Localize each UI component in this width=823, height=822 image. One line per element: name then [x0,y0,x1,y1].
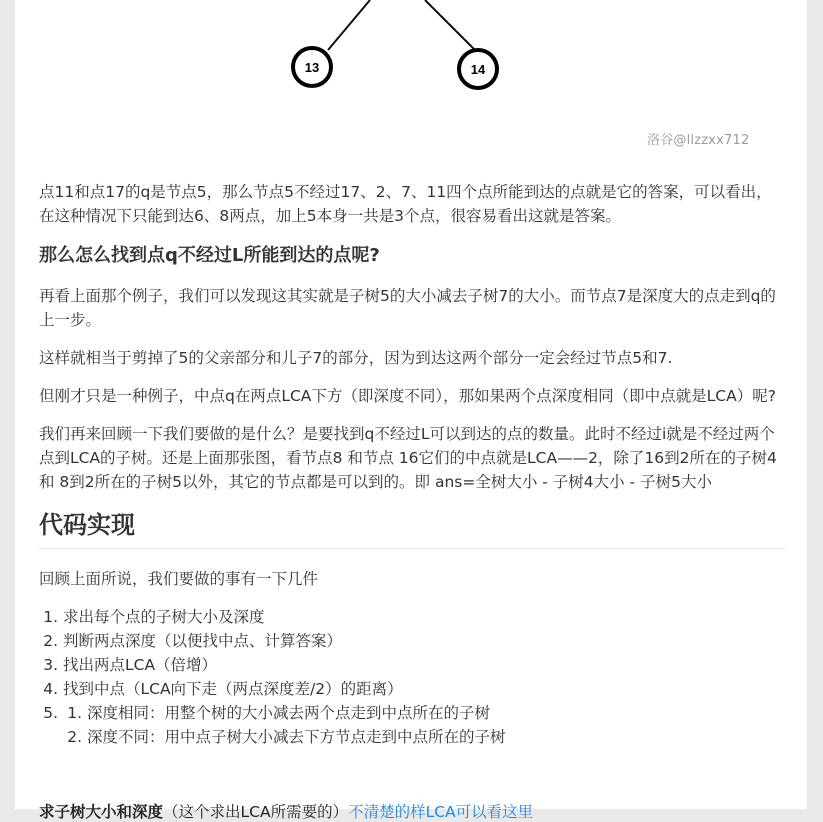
paragraph: 这样就相当于剪掉了5的父亲部分和儿子7的部分，因为到达这两个部分一定会经过节点5和7. [39,349,673,367]
paragraph: 再看上面那个例子，我们可以发现这其实就是子树5的大小减去子树7的大小。而节点7是深度大的点走到q的上一步。 [39,287,776,329]
paragraph: 回顾上面所说，我们要做的事有一下几件 [39,570,319,588]
subheading: 那么怎么找到点q不经过L所能到达的点呢? [39,245,380,266]
article-body [39,180,785,749]
lca-link[interactable]: 不清楚的样LCA可以看这里 [348,803,534,821]
steps-list [39,605,785,749]
section-heading: 代码实现 [39,508,785,549]
paragraph: 点11和点17的q是节点5，那么节点5不经过17、2、7、11四个点所能到达的点就是它的答案，可以看出，在这种情况下只能到达6、8两点，加上5本身一共是3个点，很容易看出这就是答案。 [39,183,772,225]
list-item: 2. 判断两点深度（以便找中点、计算答案） [63,629,785,653]
list-item: 4. 找到中点（LCA向下走（两点深度差/2）的距离） [63,677,785,701]
tree-node-label: 14 [470,62,486,77]
cutoff-line [39,800,533,822]
sub-steps-list [63,701,785,749]
tree-node-label: 13 [304,60,320,75]
cutoff-normal: （这个求出LCA所需要的） [163,803,349,821]
paragraph: 但刚才只是一种例子，中点q在两点LCA下方（即深度不同），那如果两个点深度相同（即中点就是LCA）呢? [39,387,776,405]
cutoff-bold: 求子树大小和深度 [39,803,164,821]
image-watermark: 洛谷@llzzxx712 [647,133,750,148]
list-item: 1. 5. 深度相同：用整个树的大小减去两个点走到中点所在的子树 [87,701,785,725]
paragraph: 我们再来回顾一下我们要做的是什么？是要找到q不经过L可以到达的点的数量。此时不经过i就是不经过两个点到LCA的子树。还是上面那张图，看节点8 和节点 16它们的中点就是LCA——2，除了16到2所在的子树4 和 8到2所在的子树5以外，其它的节点都是可以到的。即 ans=全树大小 - 子树4大小 - 子树5大小 [39,425,777,491]
list-item [63,701,785,749]
list-item: 3. 找出两点LCA（倍增） [63,653,785,677]
list-item: 2. 深度不同：用中点子树大小减去下方节点走到中点所在的子树 [87,725,785,749]
edge-to-13 [328,0,370,50]
article-card [15,0,807,821]
list-item: 1. 求出每个点的子树大小及深度 [63,605,785,629]
edge-to-14 [425,0,477,52]
